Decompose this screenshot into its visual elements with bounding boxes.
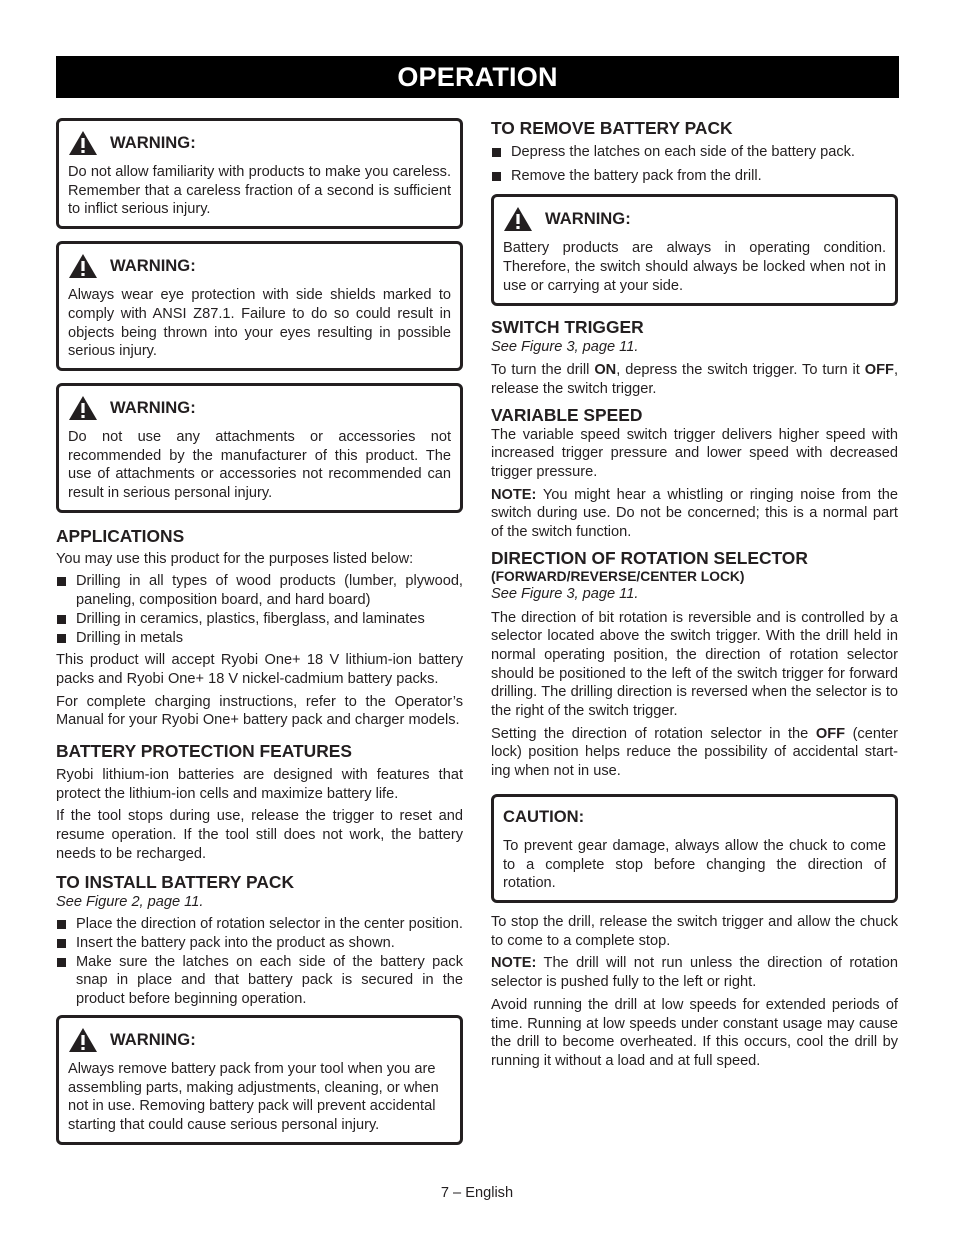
low-speed-text: Avoid running the drill at low speeds for extended periods of time. Running at low speeds under constant usage may cause the drill to become overheated. If this occurs, cool the drill by running it without a load and at full speed. bbox=[491, 996, 898, 1069]
warning-title: WARNING: bbox=[110, 256, 196, 276]
switch-figure-ref: See Figure 3, page 11. bbox=[491, 338, 639, 355]
caution-title: CAUTION: bbox=[503, 806, 585, 826]
applications-intro: You may use this product for the purposes listed below: bbox=[56, 550, 414, 567]
caution-text: To prevent gear damage, always allow the chuck to come to a complete stop before changing the direction of rotation. bbox=[503, 837, 886, 892]
warning-title: WARNING: bbox=[110, 133, 196, 152]
variable-speed-text: The variable speed switch trigger delivers higher speed with increased trigger pressure and lower speed with decreased trigger pressure. bbox=[491, 426, 898, 481]
warning-triangle-icon bbox=[503, 206, 533, 232]
list-item: Drilling in all types of wood products (lumber, plywood, paneling, composition board, and hard board) bbox=[56, 572, 463, 609]
warning-text: Always wear eye protection with side shields marked to comply with ANSI Z87.1. Failure to do so could result in objects being thrown into your eyes resulting in possible serious injury. bbox=[68, 287, 451, 360]
warning-box-battery-operating bbox=[491, 194, 898, 305]
stop-drill-note: NOTE: The drill will not run unless the direction of rotation selector is pushed fully to the left or right. bbox=[491, 955, 898, 991]
battery-protection-heading: BATTERY PROTECTION FEATURES bbox=[56, 741, 352, 762]
battery-protection-text: Ryobi lithium-ion batteries are designed with features that protect the lithium-ion cells and maximize battery life. bbox=[56, 767, 463, 802]
warning-text: Battery products are always in operating condition. Therefore, the switch should always be locked when not in use or carrying at your side. bbox=[503, 240, 886, 294]
variable-speed-heading: VARIABLE SPEED bbox=[491, 404, 643, 425]
caution-box-gear-damage bbox=[491, 794, 898, 903]
warning-title: WARNING: bbox=[545, 209, 631, 229]
applications-battery-text: This product will accept Ryobi One+ 18 V lithium-ion battery packs and Ryobi One+ 18 V nickel-cadmium battery packs. bbox=[56, 652, 463, 687]
warning-triangle-icon bbox=[68, 130, 98, 156]
direction-description: The direction of bit rotation is reversible and is controlled by a selector located above the switch trigger. With the drill held in normal operating position, the direction of rotation selector should be positioned to the left of the switch trigger for forward drilling. The drilling direction is reversed when the selector is to the right of the switch trigger. bbox=[491, 609, 898, 720]
list-item: Depress the latches on each side of the battery pack. bbox=[491, 143, 898, 162]
right-column bbox=[491, 118, 898, 1071]
remove-battery-heading: TO REMOVE BATTERY PACK bbox=[491, 118, 733, 138]
list-item: Drilling in ceramics, plastics, fiberglass, and laminates bbox=[56, 610, 463, 629]
left-column bbox=[56, 118, 463, 1145]
install-figure-ref: See Figure 2, page 11. bbox=[56, 893, 204, 910]
page-number: 7 – English bbox=[440, 1185, 514, 1201]
list-item: Drilling in metals bbox=[56, 629, 463, 648]
warning-text: Do not use any attachments or accessories not recommended by the manufacturer of this product. The use of attachments or accessories not recommended can result in serious personal injury. bbox=[68, 428, 451, 502]
direction-selector-subheading: (FORWARD/REVERSE/CENTER LOCK) bbox=[491, 568, 745, 584]
warning-title: WARNING: bbox=[110, 1029, 196, 1049]
direction-selector-heading: DIRECTION OF ROTATION SELECTOR bbox=[491, 547, 808, 568]
warning-triangle-icon bbox=[68, 395, 98, 421]
switch-trigger-heading: SWITCH TRIGGER bbox=[491, 316, 644, 337]
applications-list bbox=[56, 572, 463, 647]
applications-charging-text: For complete charging instructions, refer to the Operator’s Manual for your Ryobi One+ battery pack and charger models. bbox=[56, 693, 463, 729]
warning-text: Always remove battery pack from your tool when you are assembling parts, making adjustments, cleaning, or when not in use. Removing battery pack will prevent accidental starting that could cause serious personal injury. bbox=[68, 1060, 439, 1133]
remove-steps-list bbox=[491, 143, 898, 185]
warning-box-attachments bbox=[56, 383, 463, 513]
battery-protection-reset-text: If the tool stops during use, release the trigger to reset and resume operation. If the tool still does not work, the battery needs to be recharged. bbox=[56, 808, 463, 862]
warning-triangle-icon bbox=[68, 1027, 98, 1053]
direction-figure-ref: See Figure 3, page 11. bbox=[491, 585, 639, 602]
stop-drill-text: To stop the drill, release the switch trigger and allow the chuck to come to a complete stop. bbox=[491, 913, 898, 949]
variable-speed-note: NOTE: You might hear a whistling or ringing noise from the switch during use. Do not be concerned; this is a normal part of the switch function. bbox=[491, 486, 898, 541]
applications-heading: APPLICATIONS bbox=[56, 525, 185, 546]
list-item: Place the direction of rotation selector in the center position. bbox=[56, 915, 463, 934]
warning-triangle-icon bbox=[68, 253, 98, 279]
list-item: Remove the battery pack from the drill. bbox=[491, 167, 898, 186]
warning-box-remove-battery bbox=[56, 1015, 463, 1145]
warning-text: Do not allow familiarity with products to make you careless. Remember that a careless fraction of a second is sufficient to inflict serious injury. bbox=[68, 164, 451, 218]
warning-title: WARNING: bbox=[110, 397, 196, 417]
direction-off-text: Setting the direction of rotation selector in the OFF (center lock) position helps reduce the possibility of accidental start-ing when not in use. bbox=[491, 725, 898, 780]
install-battery-heading: TO INSTALL BATTERY PACK bbox=[56, 871, 294, 892]
warning-box-eye-protection bbox=[56, 241, 463, 371]
install-steps-list bbox=[56, 915, 463, 1009]
page-title: OPERATION bbox=[56, 56, 899, 98]
list-item: Make sure the latches on each side of the battery pack snap in place and that battery pack is secured in the product before beginning operation. bbox=[56, 953, 463, 1009]
warning-box-familiarity bbox=[56, 118, 463, 229]
list-item: Insert the battery pack into the product as shown. bbox=[56, 934, 463, 953]
switch-trigger-text: To turn the drill ON, depress the switch trigger. To turn it OFF, release the switch trigger. bbox=[491, 362, 898, 397]
